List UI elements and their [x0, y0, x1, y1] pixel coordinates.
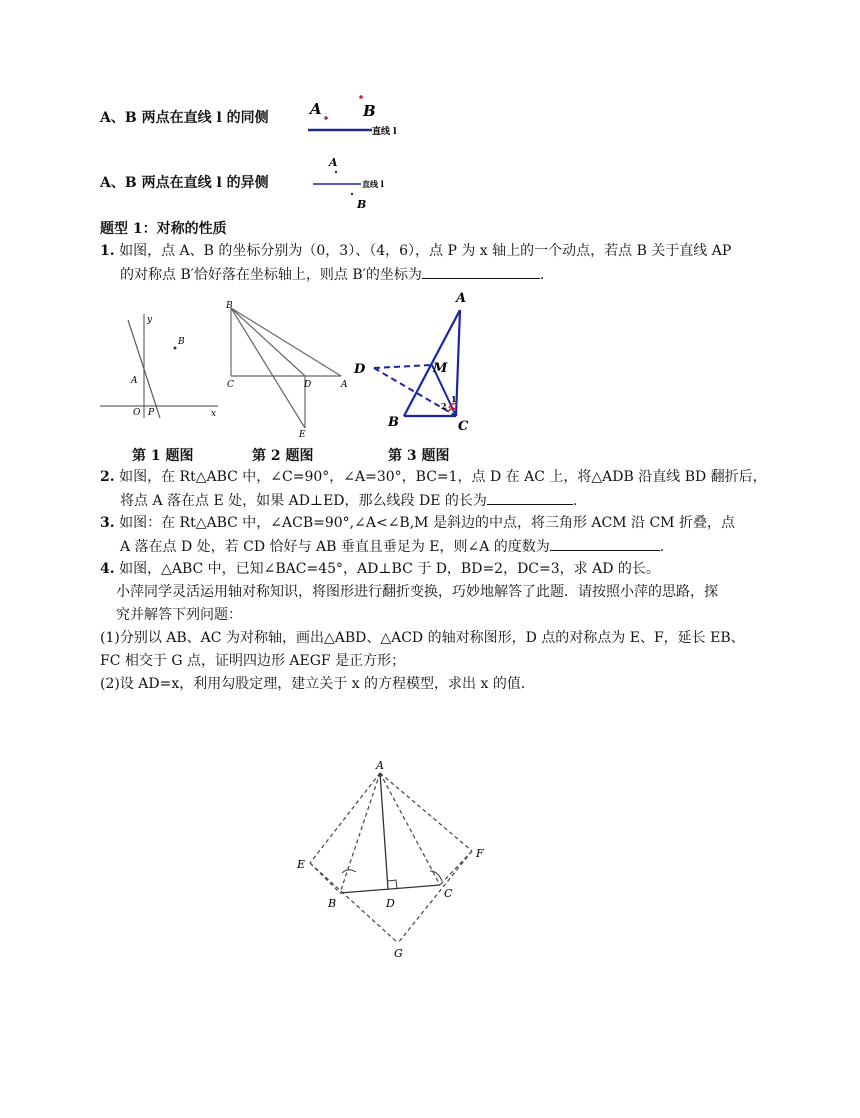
point-p-label: P	[148, 408, 155, 418]
answer-blank	[422, 264, 540, 279]
point-e-label: E	[297, 858, 306, 871]
same-side-label: A、B 两点在直线 l 的同侧	[100, 110, 269, 126]
question-1-line-1: 1. 如图，点 A、B 的坐标分别为（0，3）、（4，6），点 P 为 x 轴上的一个动点，若点 B 关于直线 AP	[100, 243, 732, 259]
point-b-label: B	[363, 102, 376, 120]
point-c-label: C	[458, 419, 469, 434]
origin-label: O	[133, 408, 141, 418]
point-b-label: B	[357, 198, 367, 211]
point-d-label: D	[304, 380, 312, 390]
question-4-line-3: 究并解答下列问题：	[116, 607, 242, 623]
point-m-label: M	[433, 361, 448, 376]
point-b-label: B	[178, 337, 185, 347]
point-g-label: G	[394, 947, 403, 960]
x-axis-label: x	[211, 409, 217, 419]
point-a	[335, 171, 337, 173]
point-a-label: A	[329, 156, 338, 169]
point-a-label: A	[131, 376, 138, 386]
section-title: 题型 1：对称的性质	[100, 221, 227, 237]
y-axis-label: y	[147, 315, 153, 325]
question-2-line-2: 将点 A 落在点 E 处，如果 AD⊥ED，那么线段 DE 的长为 .	[120, 490, 577, 511]
angle-2-label: 2	[441, 401, 447, 411]
line-l-label: 直线 l	[372, 127, 397, 137]
answer-blank	[550, 536, 660, 551]
point-b	[359, 95, 363, 99]
point-a-label: A	[376, 759, 384, 772]
point-f-label: F	[476, 847, 484, 860]
question-3-line-2: A 落在点 D 处，若 CD 恰好与 AB 垂直且垂足为 E，则∠A 的度数为 .	[120, 536, 664, 557]
question-4-part-1a: (1)分别以 AB、AC 为对称轴，画出△ABD、△ACD 的轴对称图形，D 点的对称点为 E、F，延长 EB、	[100, 630, 745, 646]
point-d-label: D	[354, 362, 366, 377]
point-c-label: C	[444, 887, 453, 900]
opposite-side-figure	[305, 150, 395, 212]
point-c-label: C	[227, 380, 234, 390]
point-a-label: A	[310, 100, 322, 118]
point-b-label: B	[226, 301, 233, 311]
point-d-label: D	[386, 897, 395, 910]
question-3-line-1: 3. 如图：在 Rt△ABC 中，∠ACB=90°,∠A<∠B,M 是斜边的中点，将三角形 ACM 沿 CM 折叠，点	[100, 515, 735, 531]
caption-figure-2: 第 2 题图	[252, 448, 314, 464]
point-a	[324, 116, 328, 120]
figure-2	[225, 300, 355, 440]
point-e-label: E	[299, 430, 306, 440]
figure-1	[98, 310, 223, 422]
opposite-side-label: A、B 两点在直线 l 的异侧	[100, 175, 269, 191]
caption-figure-1: 第 1 题图	[132, 448, 194, 464]
question-4-part-1b: FC 相交于 G 点，证明四边形 AEGF 是正方形；	[100, 653, 406, 669]
point-b	[351, 193, 353, 195]
question-1-line-2: 的对称点 B′恰好落在坐标轴上，则点 B′的坐标为 .	[120, 264, 544, 285]
figure-3	[352, 288, 482, 438]
same-side-figure	[300, 92, 400, 142]
line-l-label: 直线 l	[362, 179, 384, 189]
answer-blank	[487, 490, 573, 505]
point-b-label: B	[388, 415, 399, 430]
point-b	[174, 347, 177, 350]
angle-1-label: 1	[451, 394, 457, 404]
figure-4	[290, 755, 500, 965]
point-a-label: A	[456, 291, 467, 306]
question-4-part-2: (2)设 AD=x，利用勾股定理，建立关于 x 的方程模型，求出 x 的值．	[100, 676, 535, 692]
point-a-label: A	[341, 380, 348, 390]
question-2-line-1: 2. 如图，在 Rt△ABC 中，∠C=90°，∠A=30°，BC=1，点 D 在 AC 上，将△ADB 沿直线 BD 翻折后，	[100, 469, 767, 485]
caption-figure-3: 第 3 题图	[388, 448, 450, 464]
question-4-line-1: 4. 如图，△ABC 中，已知∠BAC=45°，AD⊥BC 于 D，BD=2，DC=3，求 AD 的长。	[100, 561, 660, 577]
question-4-line-2: 小萍同学灵活运用轴对称知识，将图形进行翻折变换，巧妙地解答了此题．请按照小萍的思路，探	[116, 584, 718, 600]
point-b-label: B	[328, 897, 337, 910]
